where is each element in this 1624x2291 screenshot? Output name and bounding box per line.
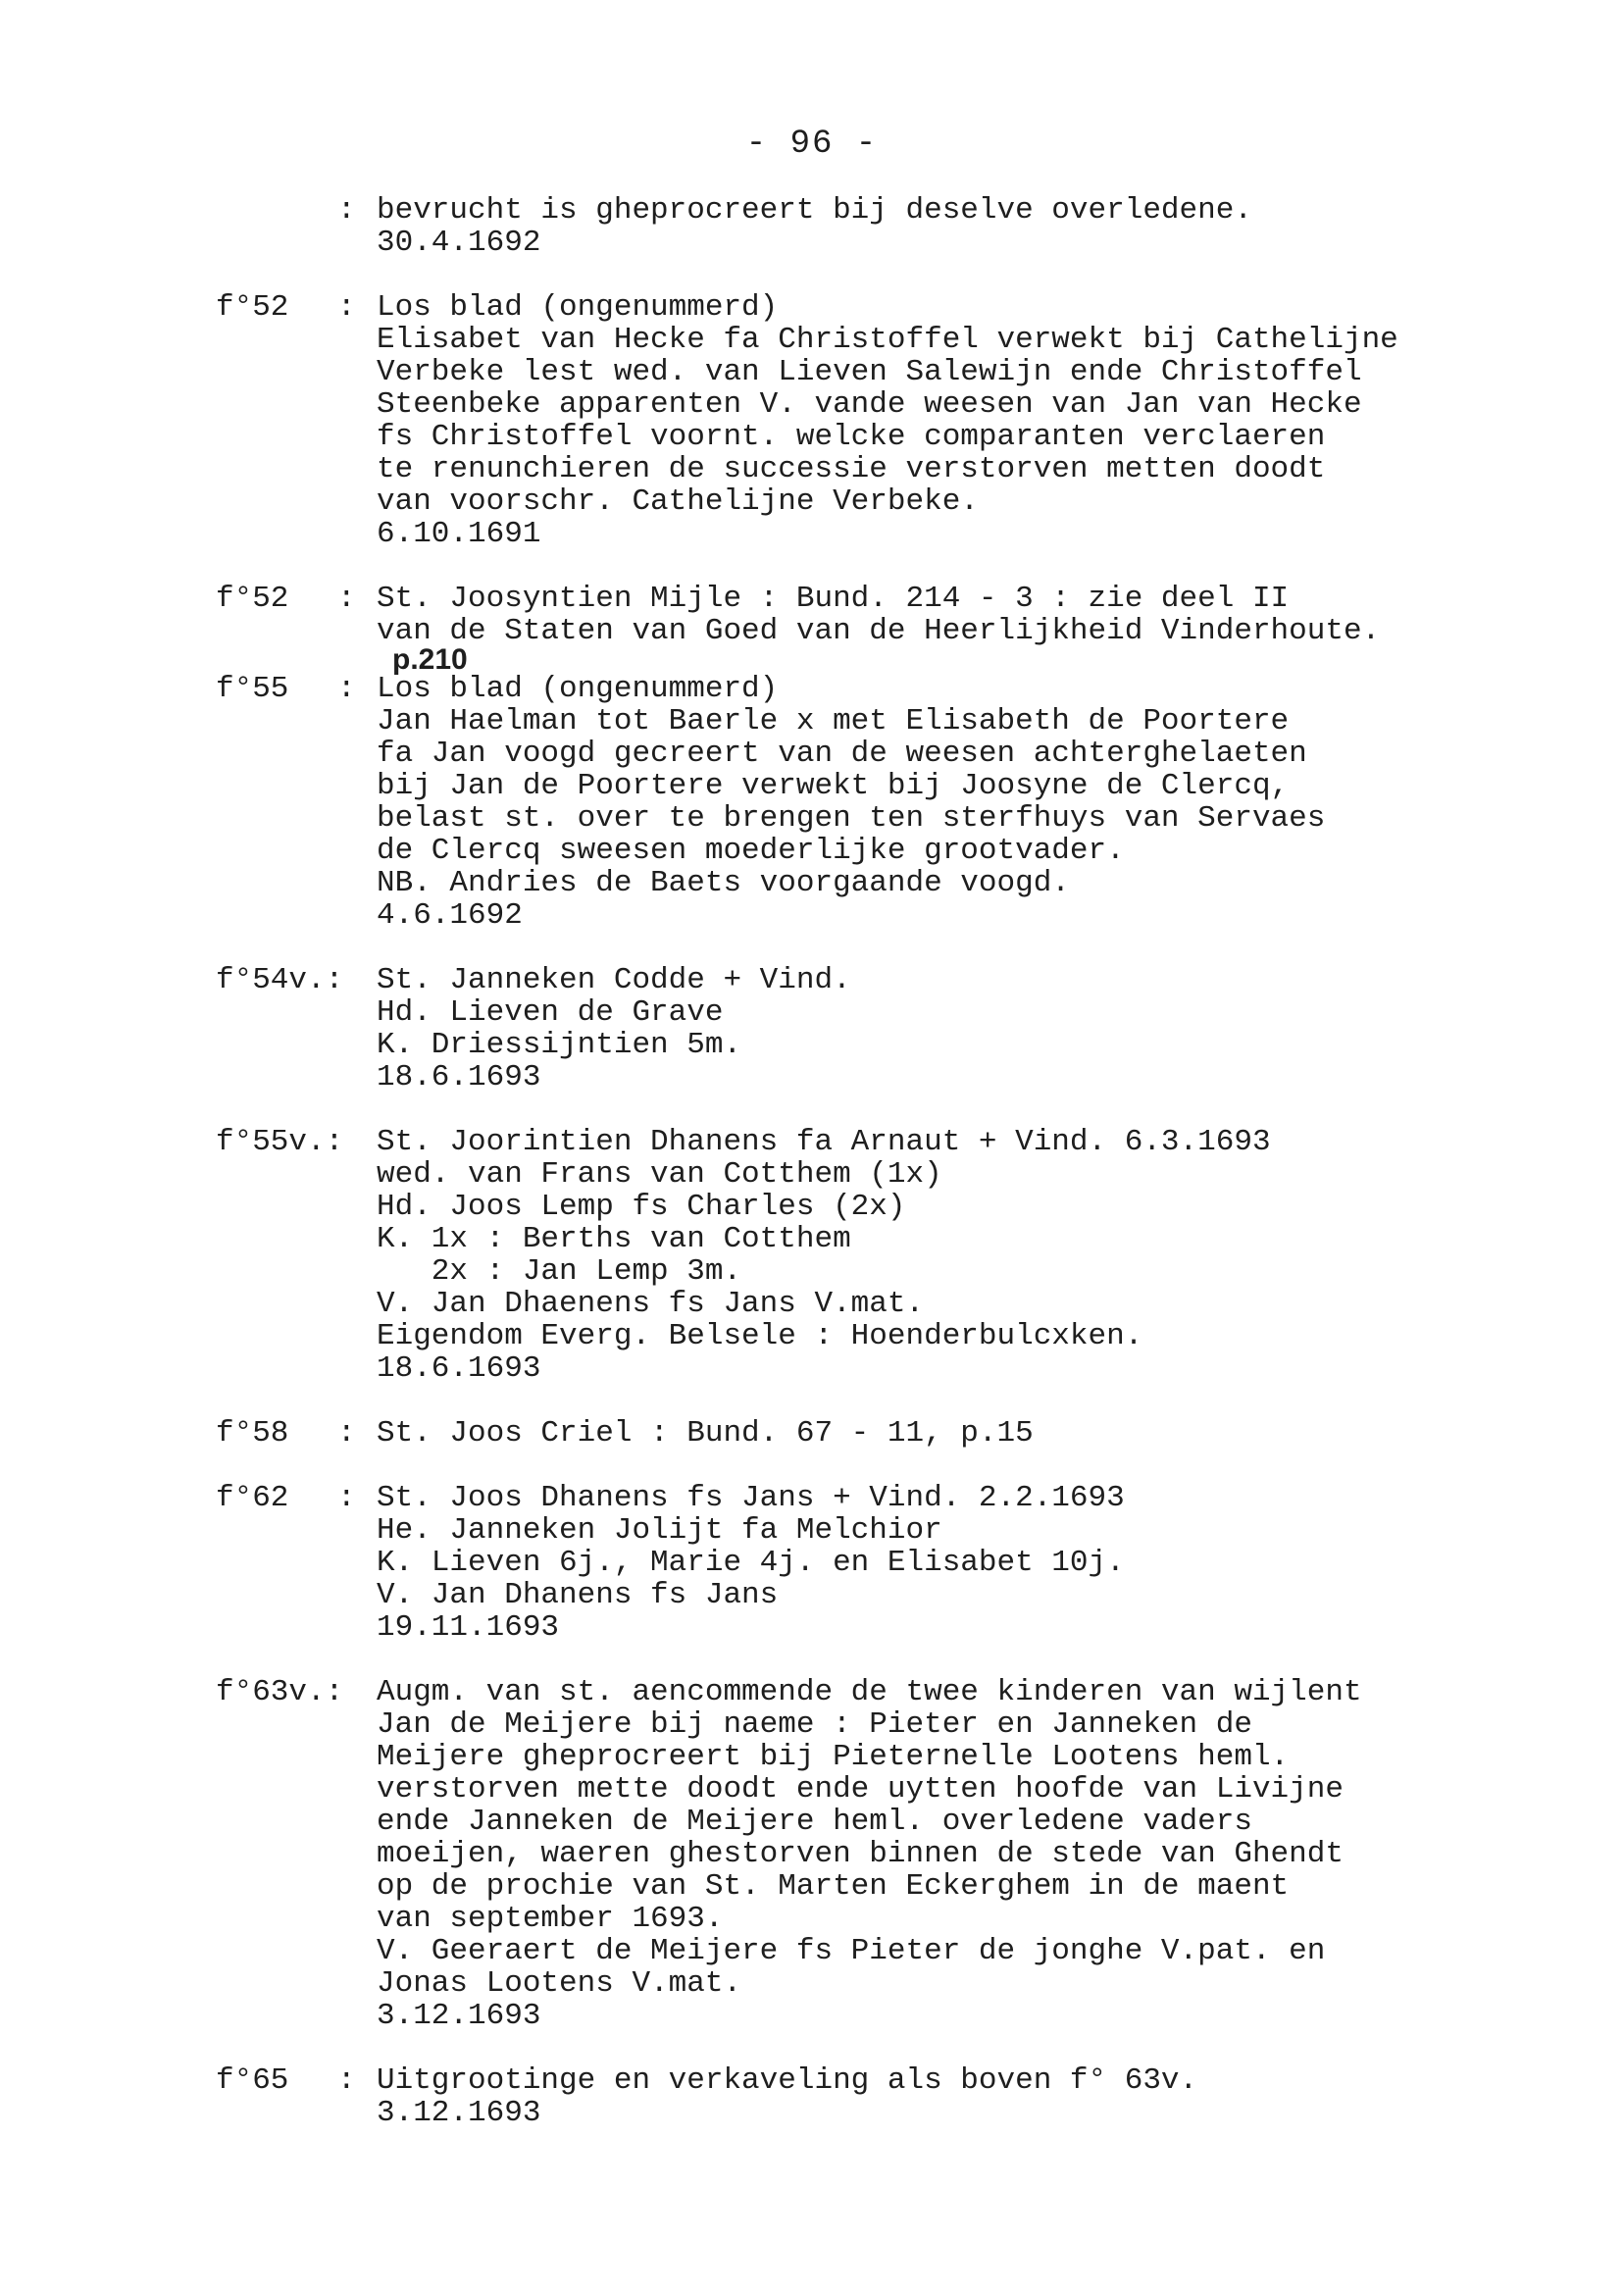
- entry-line: te renunchieren de successie verstorven metten doodt: [377, 452, 1326, 486]
- entry-line: Jan Haelman tot Baerle x met Elisabeth de Poortere: [377, 704, 1290, 738]
- entry-line: Los blad (ongenummerd): [377, 672, 779, 706]
- entry-text: [377, 2064, 1579, 2129]
- entry-date: 19.11.1693: [377, 1610, 560, 1645]
- colon-separator: :: [337, 2063, 356, 2098]
- entry-line: V. Geeraert de Meijere fs Pieter de jonghe V.pat. en: [377, 1934, 1326, 1968]
- folio-ref: f°55: [216, 672, 289, 706]
- entry-line: van voorschr. Cathelijne Verbeke.: [377, 484, 979, 519]
- entry-line: belast st. over te brengen ten sterfhuys van Servaes: [377, 801, 1326, 836]
- colon-separator: :: [337, 1416, 356, 1451]
- entry-text: [377, 582, 1579, 676]
- entry-line: moeijen, waeren ghestorven binnen de stede van Ghendt: [377, 1837, 1344, 1871]
- entry-line: bevrucht is gheprocreert bij deselve overledene.: [377, 193, 1252, 228]
- entry-line: Jan de Meijere bij naeme : Pieter en Janneken de: [377, 1707, 1252, 1742]
- entry-line: wed. van Frans van Cotthem (1x): [377, 1157, 942, 1192]
- entry: [216, 964, 1579, 1094]
- entry-text: [377, 1482, 1579, 1644]
- entry-line: Uitgrootinge en verkaveling als boven f° 63v.: [377, 2063, 1198, 2098]
- entry-text: [377, 1676, 1579, 2032]
- folio-ref: f°55v.:: [216, 1125, 344, 1159]
- entry-line: NB. Andries de Baets voorgaande voogd.: [377, 866, 1070, 900]
- entry-date: 3.12.1693: [377, 1999, 541, 2033]
- entry-line: van de Staten van Goed van de Heerlijkheid Vinderhoute.: [377, 614, 1381, 648]
- entry-line: St. Joos Dhanens fs Jans + Vind. 2.2.1693: [377, 1481, 1125, 1515]
- entry-line: de Clercq sweesen moederlijke grootvader.: [377, 834, 1125, 868]
- entry-date: 18.6.1693: [377, 1351, 541, 1386]
- folio-ref: f°65: [216, 2063, 289, 2098]
- entry-line: Jonas Lootens V.mat.: [377, 1966, 742, 2001]
- entry-line: bij Jan de Poortere verwekt bij Joosyne de Clercq,: [377, 769, 1290, 803]
- entry-line: verstorven mette doodt ende uytten hoofde van Livijne: [377, 1772, 1344, 1807]
- entry: [216, 1417, 1579, 1450]
- entry-text: [377, 964, 1579, 1094]
- entry-line: Hd. Joos Lemp fs Charles (2x): [377, 1190, 906, 1224]
- folio-ref: f°58: [216, 1416, 289, 1451]
- entry-list: [216, 194, 1579, 2129]
- entry-line: He. Janneken Jolijt fa Melchior: [377, 1513, 942, 1548]
- entry-line: K. Lieven 6j., Marie 4j. en Elisabet 10j.: [377, 1546, 1125, 1580]
- entry-date: 30.4.1692: [377, 226, 541, 260]
- entry-line: Los blad (ongenummerd): [377, 290, 779, 325]
- entry-text: [377, 194, 1579, 259]
- entry-line: V. Jan Dhanens fs Jans: [377, 1578, 779, 1612]
- entry-line: St. Joosyntien Mijle : Bund. 214 - 3 : zie deel II: [377, 582, 1290, 616]
- entry-line: ende Janneken de Meijere heml. overledene vaders: [377, 1805, 1252, 1839]
- colon-separator: :: [337, 582, 356, 616]
- entry-date: 4.6.1692: [377, 898, 523, 933]
- entry-date: 3.12.1693: [377, 2096, 541, 2130]
- entry-text: [377, 673, 1579, 932]
- entry-line: fa Jan voogd gecreert van de weesen achterghelaeten: [377, 737, 1307, 771]
- folio-ref: f°54v.:: [216, 963, 344, 997]
- page-reference-stamp: p.210: [392, 643, 468, 676]
- colon-separator: :: [337, 1481, 356, 1515]
- entry-line: Elisabet van Hecke fa Christoffel verwekt bij Cathelijne: [377, 323, 1398, 357]
- page-number: - 96 -: [745, 126, 879, 163]
- entry-text: [377, 1417, 1579, 1450]
- entry: [216, 291, 1579, 550]
- entry: [216, 1126, 1579, 1385]
- entry: [216, 673, 1579, 932]
- entry: [216, 2064, 1579, 2129]
- entry: [216, 582, 1579, 676]
- entry-line: Steenbeke apparenten V. vande weesen van Jan van Hecke: [377, 387, 1362, 422]
- colon-separator: :: [337, 193, 356, 228]
- folio-ref: f°52: [216, 290, 289, 325]
- entry-line: St. Joorintien Dhanens fa Arnaut + Vind. 6.3.1693: [377, 1125, 1271, 1159]
- entry-line: Eigendom Everg. Belsele : Hoenderbulcxken.: [377, 1319, 1143, 1353]
- folio-ref: f°62: [216, 1481, 289, 1515]
- entry-line: St. Joos Criel : Bund. 67 - 11, p.15: [377, 1416, 1034, 1451]
- entry-text: [377, 291, 1579, 550]
- colon-separator: :: [337, 290, 356, 325]
- entry-line: Augm. van st. aencommende de twee kinderen van wijlent: [377, 1675, 1362, 1709]
- entry-line: 2x : Jan Lemp 3m.: [377, 1254, 742, 1289]
- entry-line: fs Christoffel voornt. welcke comparanten verclaeren: [377, 420, 1326, 454]
- folio-ref: f°63v.:: [216, 1675, 344, 1709]
- entry-line: Verbeke lest wed. van Lieven Salewijn ende Christoffel: [377, 355, 1362, 389]
- entry: [216, 1482, 1579, 1644]
- entry-line: V. Jan Dhaenens fs Jans V.mat.: [377, 1287, 925, 1321]
- entry-line: op de prochie van St. Marten Eckerghem in de maent: [377, 1869, 1290, 1904]
- folio-ref: f°52: [216, 582, 289, 616]
- entry-line: K. 1x : Berths van Cotthem: [377, 1222, 851, 1256]
- entry-line: van september 1693.: [377, 1902, 724, 1936]
- entry-date: 6.10.1691: [377, 517, 541, 551]
- entry-text: [377, 1126, 1579, 1385]
- entry: [216, 194, 1579, 259]
- entry-date: 18.6.1693: [377, 1060, 541, 1095]
- entry: [216, 1676, 1579, 2032]
- entry-line: St. Janneken Codde + Vind.: [377, 963, 851, 997]
- entry-line: Meijere gheprocreert bij Pieternelle Lootens heml.: [377, 1740, 1290, 1774]
- entry-line: Hd. Lieven de Grave: [377, 995, 724, 1030]
- entry-line: K. Driessijntien 5m.: [377, 1028, 742, 1062]
- colon-separator: :: [337, 672, 356, 706]
